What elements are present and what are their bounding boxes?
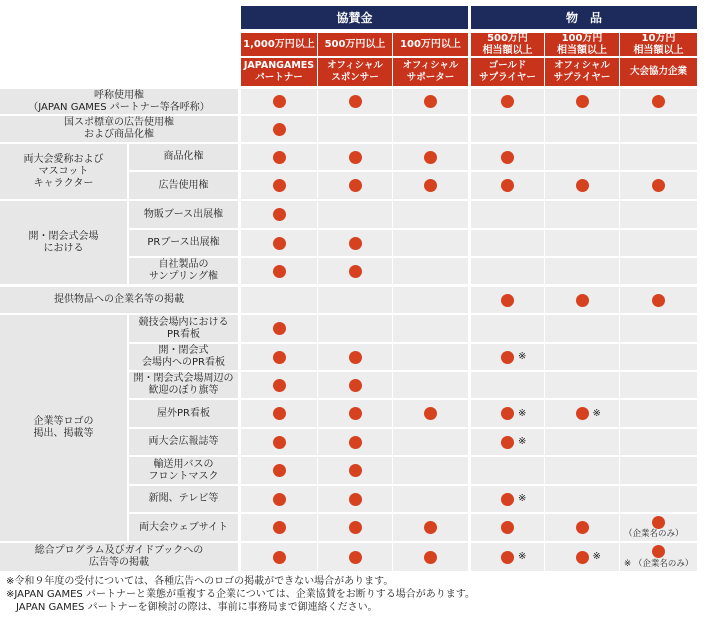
benefit-cell <box>393 429 468 455</box>
benefit-dot <box>273 436 286 449</box>
row-label: 物販ブース出展権 <box>129 201 238 228</box>
benefit-dot <box>501 294 514 307</box>
benefit-cell <box>471 315 544 342</box>
benefit-cell <box>545 230 619 256</box>
note-mark: ※ <box>518 351 527 362</box>
benefit-dot <box>273 351 286 364</box>
row-group-label: 開・閉会式会場 における <box>0 201 127 284</box>
company-name-only-note: ※ （企業名のみ） <box>624 559 694 569</box>
benefit-cell <box>241 287 317 313</box>
benefit-dot <box>349 521 362 534</box>
tier-name-header: ゴールド サプライヤー <box>471 58 544 86</box>
benefit-dot <box>501 436 514 449</box>
benefit-cell <box>393 372 468 398</box>
benefit-cell <box>620 315 697 342</box>
benefit-cell <box>620 429 697 455</box>
benefit-cell <box>545 258 619 284</box>
benefit-cell <box>620 457 697 484</box>
row-label: 提供物品への企業名等の掲載 <box>0 287 238 313</box>
benefit-cell <box>545 116 619 142</box>
tier-amount-header: 10万円 相当額以上 <box>620 33 697 56</box>
benefit-dot <box>501 551 514 564</box>
benefit-dot <box>424 95 437 108</box>
row-label: 輸送用バスの フロントマスク <box>129 457 238 484</box>
benefit-cell <box>620 144 697 170</box>
note-mark: ※ <box>518 493 527 504</box>
benefit-cell <box>393 315 468 342</box>
benefit-cell <box>393 486 468 512</box>
row-label: 新聞、テレビ等 <box>129 486 238 512</box>
tier-amount-header: 100万円以上 <box>393 33 468 56</box>
tier-name-header: 大会協力企業 <box>620 58 697 86</box>
benefit-dot <box>273 379 286 392</box>
footnote-1: ※令和９年度の受付については、各種広告へのロゴの掲載ができない場合があります。 <box>6 576 394 587</box>
benefit-cell <box>393 457 468 484</box>
benefit-cell <box>318 201 392 228</box>
row-label: 呼称使用権 （JAPAN GAMES パートナー等各呼称） <box>0 89 238 114</box>
row-label: 開・閉会式会場周辺の 歓迎のぼり旗等 <box>129 372 238 398</box>
benefit-dot <box>501 351 514 364</box>
benefit-dot <box>273 551 286 564</box>
row-label: 競技会場内における PR看板 <box>129 315 238 342</box>
benefit-cell <box>471 230 544 256</box>
benefit-cell <box>545 457 619 484</box>
benefit-cell <box>471 258 544 284</box>
benefit-dot <box>576 407 589 420</box>
benefit-cell <box>620 258 697 284</box>
benefit-dot <box>349 379 362 392</box>
benefit-dot <box>349 151 362 164</box>
benefit-cell <box>393 344 468 370</box>
benefit-dot <box>349 265 362 278</box>
benefit-cell <box>318 116 392 142</box>
benefit-cell <box>620 344 697 370</box>
benefit-dot <box>349 351 362 364</box>
footnotes <box>6 575 718 614</box>
benefit-cell <box>545 201 619 228</box>
benefit-dot <box>349 436 362 449</box>
benefit-dot <box>273 322 286 335</box>
benefit-cell <box>620 116 697 142</box>
benefit-cell <box>318 315 392 342</box>
row-label: 総合プログラム及びガイドブックへの 広告等の掲載 <box>0 543 238 571</box>
benefit-dot <box>273 464 286 477</box>
benefit-cell <box>318 287 392 313</box>
benefit-dot <box>273 179 286 192</box>
row-label: 広告使用権 <box>129 172 238 199</box>
note-mark: ※ <box>592 407 601 419</box>
benefit-dot <box>273 237 286 250</box>
row-label: 商品化権 <box>129 144 238 170</box>
note-mark: ※ <box>518 436 527 447</box>
group-header-sponsorship: 協賛金 <box>241 6 468 29</box>
row-label: 国スポ標章の広告使用権 および商品化権 <box>0 116 238 142</box>
group-header-goods: 物 品 <box>471 6 697 29</box>
benefit-dot <box>501 151 514 164</box>
benefit-dot <box>501 95 514 108</box>
benefit-dot <box>576 95 589 108</box>
benefit-cell <box>545 429 619 455</box>
benefit-cell <box>393 287 468 313</box>
benefit-dot <box>273 493 286 506</box>
benefit-cell <box>620 230 697 256</box>
note-mark: ※ <box>518 551 527 562</box>
benefit-dot <box>501 179 514 192</box>
benefit-dot <box>273 208 286 221</box>
benefit-cell <box>393 230 468 256</box>
tier-amount-header: 1,000万円以上 <box>241 33 317 56</box>
benefit-dot <box>349 237 362 250</box>
benefit-dot <box>273 151 286 164</box>
benefit-cell <box>393 258 468 284</box>
row-label: PRブース出展権 <box>129 230 238 256</box>
benefit-cell <box>471 201 544 228</box>
benefit-dot <box>576 179 589 192</box>
tier-name-header: オフィシャル サプライヤー <box>545 58 619 86</box>
benefit-dot <box>576 294 589 307</box>
benefit-cell <box>545 315 619 342</box>
benefit-dot <box>501 493 514 506</box>
benefit-cell <box>620 372 697 398</box>
tier-name-header: JAPANGAMES パートナー <box>241 58 317 86</box>
benefit-dot <box>652 294 665 307</box>
footnote-3: JAPAN GAMES パートナーを御検討の際は、事前に事務局まで御連絡ください。 <box>6 602 378 613</box>
tier-name-header: オフィシャル サポーター <box>393 58 468 86</box>
benefit-cell <box>545 344 619 370</box>
benefit-dot <box>273 407 286 420</box>
benefit-cell <box>471 372 544 398</box>
tier-amount-header: 500万円 相当額以上 <box>471 33 544 56</box>
benefit-dot <box>576 551 589 564</box>
note-mark: ※ <box>592 551 601 562</box>
benefit-dot <box>424 179 437 192</box>
benefit-dot <box>652 545 665 558</box>
benefit-cell <box>545 372 619 398</box>
benefit-cell <box>393 201 468 228</box>
benefit-dot <box>424 151 437 164</box>
benefit-dot <box>652 516 665 529</box>
benefit-cell <box>471 457 544 484</box>
benefit-dot <box>349 95 362 108</box>
benefit-dot <box>424 407 437 420</box>
tier-name-header: オフィシャル スポンサー <box>318 58 392 86</box>
benefit-dot <box>501 407 514 420</box>
row-label: 自社製品の サンプリング権 <box>129 258 238 284</box>
footnote-2: ※JAPAN GAMES パートナーと業態が重複する企業については、企業協賛をお断りする場合があります。 <box>6 589 475 600</box>
row-group-label: 企業等ロゴの 掲出、掲載等 <box>0 315 127 541</box>
benefit-dot <box>576 521 589 534</box>
benefit-cell <box>393 116 468 142</box>
benefit-dot <box>273 521 286 534</box>
row-label: 開・閉会式 会場内へのPR看板 <box>129 344 238 370</box>
benefit-dot <box>349 493 362 506</box>
benefit-cell <box>620 201 697 228</box>
benefit-dot <box>501 521 514 534</box>
benefit-cell <box>471 116 544 142</box>
company-name-only-note: （企業名のみ） <box>624 529 684 539</box>
row-group-label: 両大会愛称および マスコット キャラクター <box>0 144 127 199</box>
benefit-cell <box>620 400 697 427</box>
benefit-dot <box>349 464 362 477</box>
benefit-dot <box>349 551 362 564</box>
benefit-dot <box>652 179 665 192</box>
row-label: 屋外PR看板 <box>129 400 238 427</box>
tier-amount-header: 500万円以上 <box>318 33 392 56</box>
tier-amount-header: 100万円 相当額以上 <box>545 33 619 56</box>
benefit-dot <box>273 123 286 136</box>
row-label: 両大会ウェブサイト <box>129 514 238 541</box>
benefit-dot <box>652 95 665 108</box>
benefit-dot <box>273 265 286 278</box>
benefit-cell <box>545 144 619 170</box>
benefit-dot <box>424 521 437 534</box>
row-label: 両大会広報誌等 <box>129 429 238 455</box>
benefit-dot <box>424 551 437 564</box>
benefit-cell <box>620 486 697 512</box>
benefit-dot <box>273 95 286 108</box>
benefit-cell <box>545 486 619 512</box>
benefit-dot <box>349 407 362 420</box>
note-mark: ※ <box>518 407 527 419</box>
benefit-dot <box>349 179 362 192</box>
